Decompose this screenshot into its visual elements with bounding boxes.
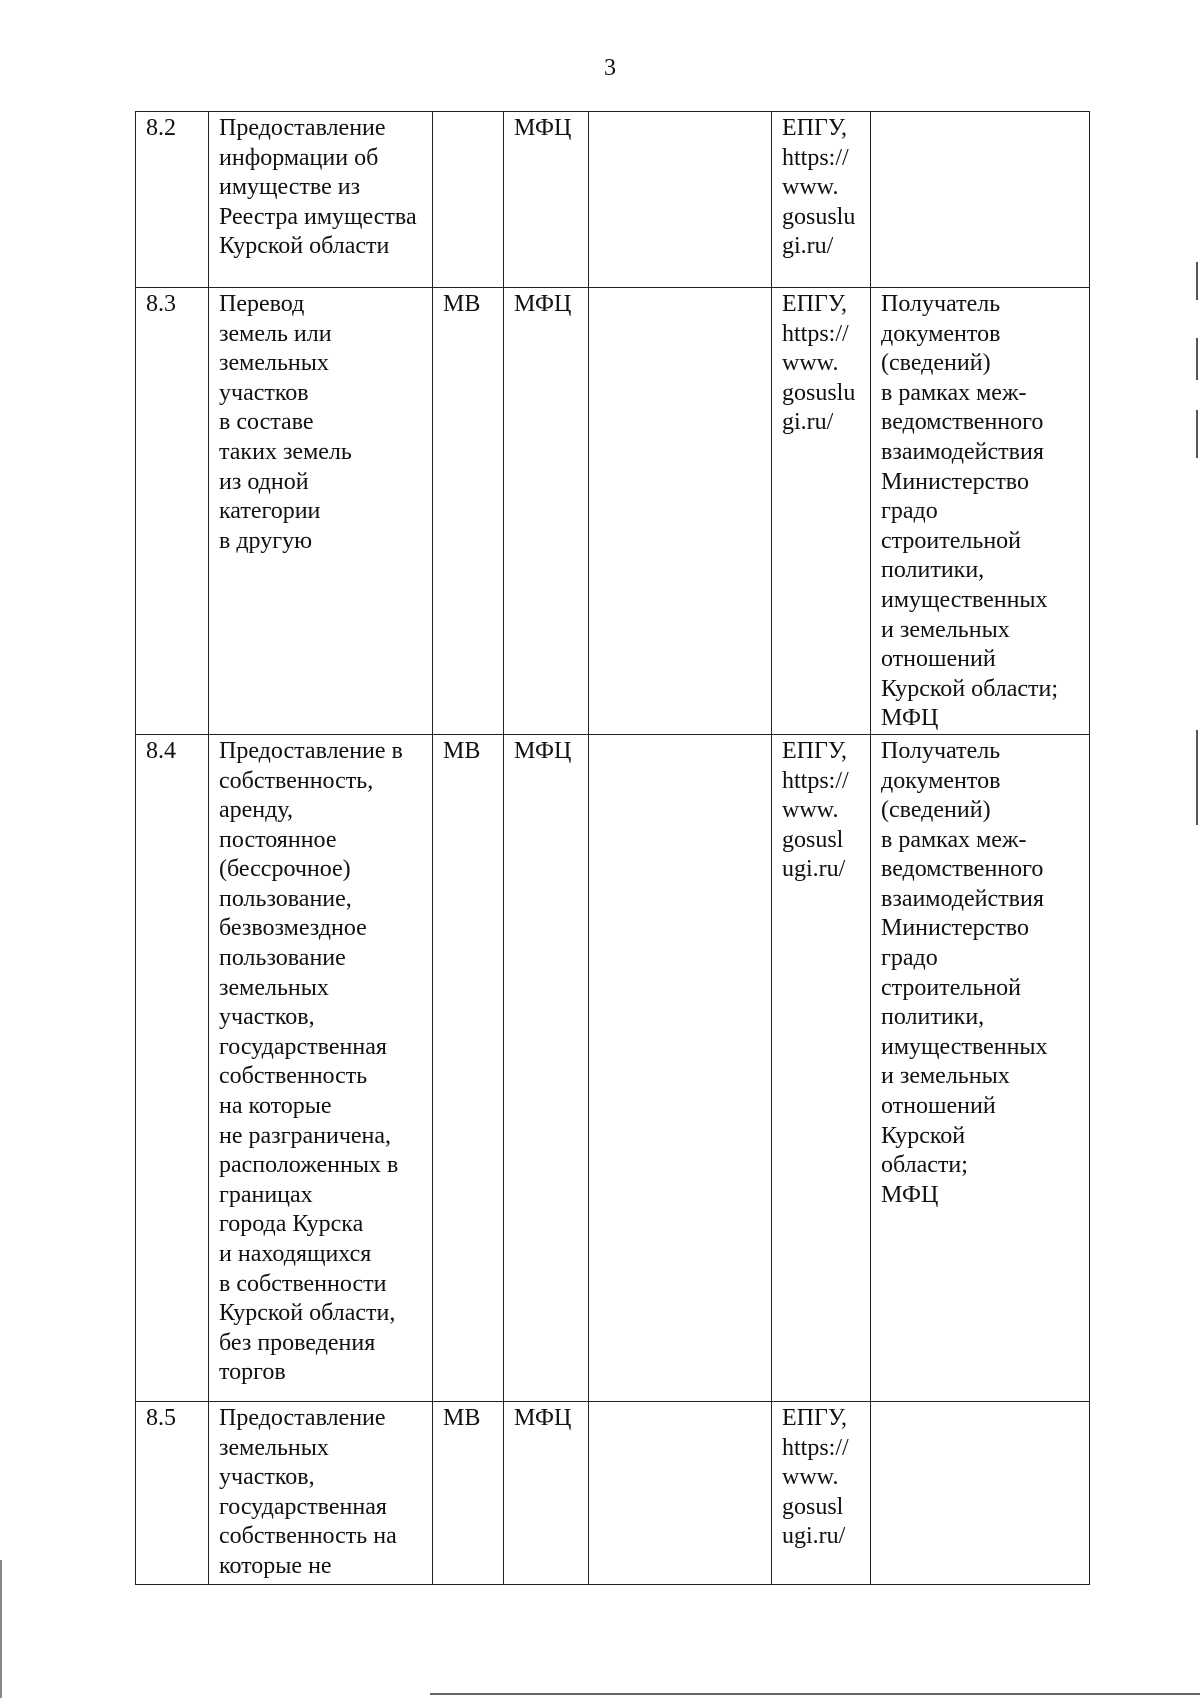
row-number: 8.2 [136, 112, 209, 288]
page-number: 3 [604, 55, 616, 81]
empty-cell [589, 734, 772, 1401]
portal-cell: ЕПГУ, https:// www. gosuslu gi.ru/ [772, 112, 871, 288]
recipient-cell [871, 1401, 1090, 1584]
recipient-cell: Получатель документов (сведений) в рамках меж- ведомственного взаимодействия Министерство градо строительной политики, имущественных и земельных отношений Курской области; МФЦ [871, 288, 1090, 735]
mfc-cell: МФЦ [504, 112, 589, 288]
scan-edge-mark [0, 1560, 2, 1698]
scan-bottom-rule [430, 1693, 1200, 1695]
scan-edge-mark [1196, 410, 1198, 458]
empty-cell [589, 1401, 772, 1584]
scan-edge-mark [1196, 338, 1198, 380]
mv-cell: МВ [433, 288, 504, 735]
mfc-cell: МФЦ [504, 288, 589, 735]
service-name: Предоставление информации об имуществе из Реестра имущества Курской области [209, 112, 433, 288]
row-number: 8.5 [136, 1401, 209, 1584]
row-number: 8.4 [136, 734, 209, 1401]
mv-cell [433, 112, 504, 288]
table-row [136, 112, 1090, 288]
mfc-cell: МФЦ [504, 1401, 589, 1584]
services-table [135, 111, 1090, 1585]
service-name: Перевод земель или земельных участков в составе таких земель из одной категории в другую [209, 288, 433, 735]
service-name: Предоставление в собственность, аренду, постоянное (бессрочное) пользование, безвозмездное пользование земельных участков, государственная собственность на которые не разграничена, расположенных в границах города Курска и находящихся в собственности Курской области, без проведения торгов [209, 734, 433, 1401]
portal-cell: ЕПГУ, https:// www. gosusl ugi.ru/ [772, 734, 871, 1401]
mfc-cell: МФЦ [504, 734, 589, 1401]
recipient-cell [871, 112, 1090, 288]
portal-cell: ЕПГУ, https:// www. gosuslu gi.ru/ [772, 288, 871, 735]
row-number: 8.3 [136, 288, 209, 735]
table-row [136, 288, 1090, 735]
service-name: Предоставление земельных участков, государственная собственность на которые не [209, 1401, 433, 1584]
mv-cell: МВ [433, 734, 504, 1401]
portal-cell: ЕПГУ, https:// www. gosusl ugi.ru/ [772, 1401, 871, 1584]
empty-cell [589, 112, 772, 288]
empty-cell [589, 288, 772, 735]
scan-edge-mark [1196, 730, 1198, 825]
recipient-cell: Получатель документов (сведений) в рамках меж- ведомственного взаимодействия Министерство градо строительной политики, имущественных и земельных отношений Курской области; МФЦ [871, 734, 1090, 1401]
mv-cell: МВ [433, 1401, 504, 1584]
table-row [136, 734, 1090, 1401]
scan-edge-mark [1196, 262, 1198, 300]
table-row [136, 1401, 1090, 1584]
